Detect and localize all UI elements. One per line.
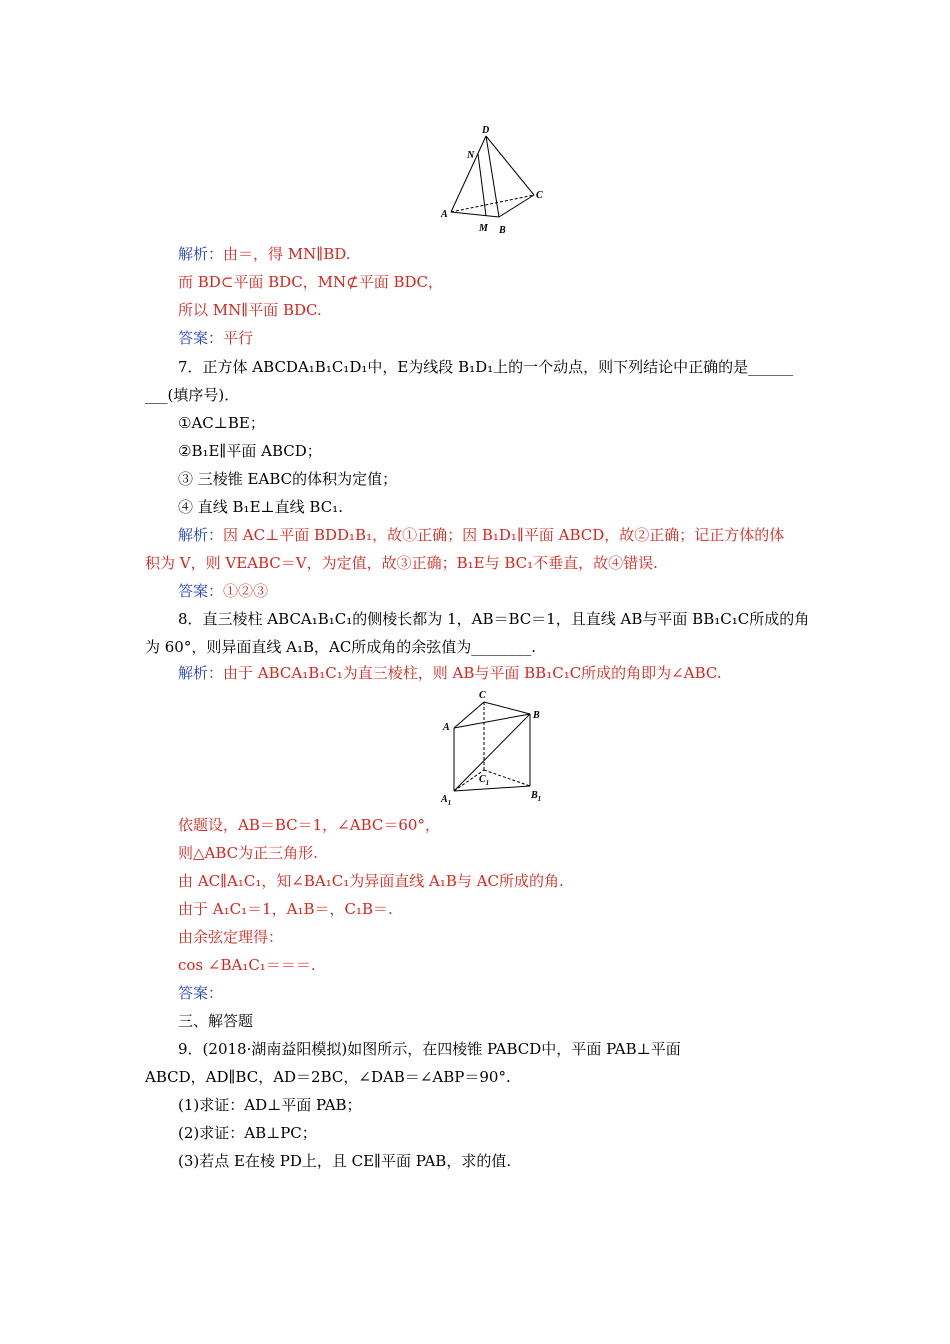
solution-label: 解析： (178, 664, 224, 682)
label-c1: $C_1$ (479, 774, 490, 787)
problem8-line2: 为 60°，则异面直线 A₁B，AC所成角的余弦值为________. (145, 638, 537, 656)
prism-figure (436, 686, 552, 810)
answer-label: 答案： (178, 582, 224, 600)
solution6-line2: 而 BD⊂平面 BDC，MN⊄平面 BDC， (178, 273, 444, 291)
problem8-solution-line (178, 663, 722, 683)
problem9-line2: ABCD，AD∥BC，AD＝2BC，∠DAB＝∠ABP＝90°. (145, 1068, 511, 1086)
label-c: C (479, 690, 486, 701)
solution7-line2: 积为 V，则 VEABC＝V，为定值，故③正确；B₁E与 BC₁不垂直，故④错误. (145, 554, 658, 572)
problem7-line1: 7．正方体 ABCDA₁B₁C₁D₁中，E为线段 B₁D₁上的一个动点，则下列结论中正确的是______ (178, 358, 794, 376)
problem7-option3: ③ 三棱锥 EABC的体积为定值； (178, 470, 398, 488)
answer8-line: 答案： (178, 984, 224, 1002)
problem8-line1: 8．直三棱柱 ABCA₁B₁C₁的侧棱长都为 1，AB＝BC＝1，且直线 AB与平面 BB₁C₁C所成的角 (178, 610, 810, 628)
tetrahedron-diagram (436, 120, 546, 240)
label-d: D (482, 125, 490, 136)
problem9-question3: (3)若点 E在棱 PD上，且 CE∥平面 PAB，求的值. (178, 1152, 512, 1170)
answer-text: ①②③ (223, 582, 269, 600)
solution-label: 解析： (178, 526, 224, 544)
solution8-line2: 则△ABC为正三角形. (178, 844, 318, 862)
answer7-line (178, 581, 268, 601)
label-c: C (536, 190, 543, 201)
solution8-line1: 依题设，AB＝BC＝1，∠ABC＝60°， (178, 816, 440, 834)
answer6-line (178, 328, 253, 348)
solution6-line3: 所以 MN∥平面 BDC. (178, 301, 322, 319)
solution7-line1 (178, 525, 784, 545)
solution-text: 由＝，得 MN∥BD. (223, 245, 351, 263)
label-b: B (499, 225, 506, 236)
solution-text: 因 AC⊥平面 BDD₁B₁，故①正确；因 B₁D₁∥平面 ABCD，故②正确；记正方体的体 (223, 526, 785, 544)
tetrahedron-figure (436, 120, 546, 240)
label-m: M (479, 223, 488, 234)
problem9-question1: (1)求证：AD⊥平面 PAB； (178, 1096, 362, 1114)
label-a: A (443, 722, 450, 733)
label-a1: $A_1$ (441, 794, 452, 807)
solution6-line1 (178, 244, 350, 264)
problem7-option2: ②B₁E∥平面 ABCD； (178, 442, 322, 460)
section-title: 三、解答题 (178, 1012, 254, 1030)
problem9-question2: (2)求证：AB⊥PC； (178, 1124, 317, 1142)
label-n: N (467, 150, 475, 161)
problem9-line1: 9．(2018·湖南益阳模拟)如图所示，在四棱锥 PABCD中，平面 PAB⊥平面 (178, 1040, 681, 1058)
problem7-line2: ___(填序号)． (145, 386, 240, 404)
solution8-line3: 由 AC∥A₁C₁，知∠BA₁C₁为异面直线 A₁B与 AC所成的角. (178, 872, 564, 890)
answer-text: 平行 (223, 329, 254, 347)
solution8-line4: 由于 A₁C₁＝1，A₁B＝，C₁B＝. (178, 900, 393, 918)
label-b1: $B_1$ (531, 790, 542, 803)
label-b: B (533, 710, 540, 721)
answer-label: 答案： (178, 329, 224, 347)
label-a: A (441, 209, 448, 220)
prism-diagram (436, 686, 552, 810)
solution-label: 解析： (178, 245, 224, 263)
solution8-line5: 由余弦定理得： (178, 928, 284, 946)
solution8-line6: cos ∠BA₁C₁＝＝＝. (178, 956, 316, 974)
solution-text: 由于 ABCA₁B₁C₁为直三棱柱，则 AB与平面 BB₁C₁C所成的角即为∠ABC. (223, 664, 722, 682)
problem7-option4: ④ 直线 B₁E⊥直线 BC₁. (178, 498, 343, 516)
problem7-option1: ①AC⊥BE； (178, 414, 265, 432)
